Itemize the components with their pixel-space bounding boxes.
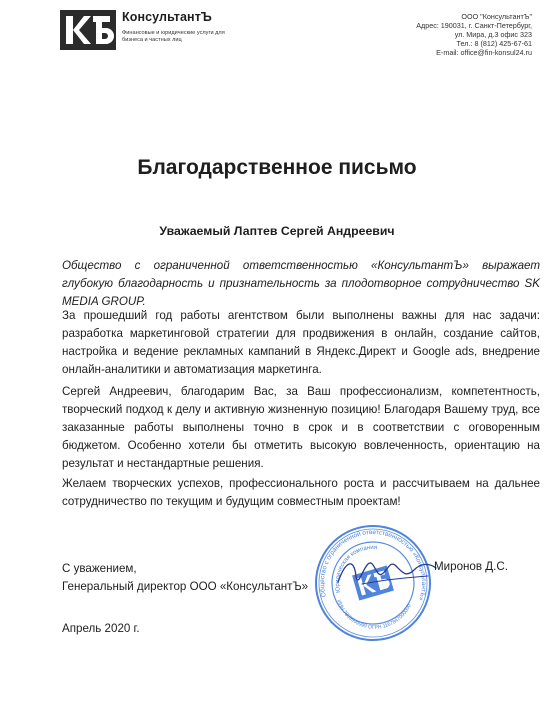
company-contacts bbox=[312, 12, 532, 57]
paragraph-gratitude: Сергей Андреевич, благодарим Вас, за Ваш профессионализм, компетентность, творческий подход к делу и активную жизненную позицию! Благодаря Вашему труд, все заказанные работы выполнены точно в срок и в соответствии с оговоренным бюджетом. Особенно хотели бы отметить высокую вовлеченность, ориентацию на результат и нестандартные решения. bbox=[62, 385, 540, 470]
letter-closing bbox=[62, 560, 308, 596]
contact-address: Адрес: 190031, г. Санкт-Петербург, bbox=[416, 21, 532, 30]
signer-name: Миронов Д.С. bbox=[434, 560, 508, 573]
handwritten-signature bbox=[332, 548, 442, 598]
contact-company: ООО "КонсультантЪ" bbox=[461, 12, 532, 21]
paragraph-intro: Общество с ограниченной ответственностью «КонсультантЪ» выражает глубокую благодарность и признательность за плодотворное сотрудничество SK MEDIA GROUP. bbox=[62, 259, 540, 308]
contact-street: ул. Мира, д.3 офис 323 bbox=[454, 30, 532, 39]
stamp-inner-text: Юридическая компания bbox=[334, 544, 378, 594]
letter-title: Благодарственное письмо bbox=[137, 156, 417, 179]
company-name: КонсультантЪ bbox=[122, 10, 212, 24]
paragraph-wishes: Желаем творческих успехов, профессионального роста и рассчитываем на дальнее сотрудничество по текущим и будущим совместным проектам! bbox=[62, 477, 540, 508]
stamp-outer-text: Общество с ограниченной ответственностью «КонсультантЪ» bbox=[318, 528, 428, 602]
contact-phone: Тел.: 8 (812) 425-67-61 bbox=[456, 39, 532, 48]
stamp-bottom-text: ИНН 7809999999 ОГРН 1167847000000 bbox=[335, 599, 413, 631]
company-tagline: Финансовые и юридические услуги для бизнеса и частных лиц bbox=[122, 30, 225, 43]
contact-email: E-mail: office@fin-konsul24.ru bbox=[436, 48, 532, 57]
letter-date: Апрель 2020 г. bbox=[62, 622, 140, 635]
closing-regards: С уважением, bbox=[62, 562, 137, 575]
letter-salutation: Уважаемый Лаптев Сергей Андреевич bbox=[159, 224, 395, 238]
closing-position: Генеральный директор ООО «КонсультантЪ» bbox=[62, 580, 309, 593]
company-logo-mark bbox=[60, 10, 116, 50]
paragraph-tasks: За прошедший год работы агентством были выполнены важны для нас задачи: разработка маркетинговой стратегии для продвижения в онлайн, создание сайтов, настройка и ведение рекламных кампаний в Яндекс.Директ и Google ads, внедрение онлайн-аналитики и автоматизация маркетинга. bbox=[62, 309, 540, 376]
